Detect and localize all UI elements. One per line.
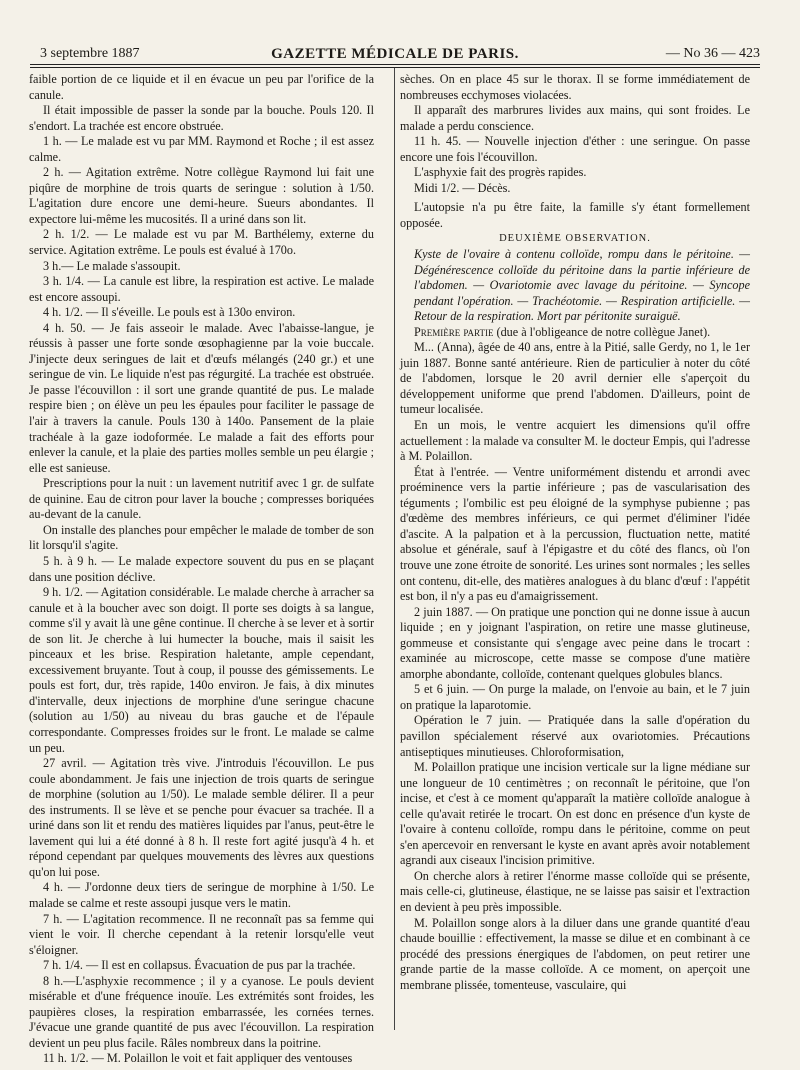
paragraph: 7 h. — L'agitation recommence. Il ne reconnaît pas sa femme qui vient le voir. Il cherche cependant à la retenir lorsqu'elle veut s'éloigner. xyxy=(29,911,374,957)
paragraph: sèches. On en place 45 sur le thorax. Il se forme immédiatement de nombreuses ecchymoses violacées. xyxy=(400,72,750,102)
left-column xyxy=(29,72,374,1067)
paragraph: 11 h. 1/2. — M. Polaillon le voit et fait appliquer des ventouses xyxy=(43,1051,353,1066)
paragraph: 4 h. — J'ordonne deux tiers de seringue de morphine à 1/50. Le malade se calme et reste assoupi jusque vers le matin. xyxy=(29,880,374,910)
running-header xyxy=(30,44,760,64)
paragraph: Midi 1/2. — Décès. xyxy=(414,180,511,195)
header-rule xyxy=(30,64,760,65)
column-divider xyxy=(394,68,395,1030)
paragraph: On cherche alors à retirer l'énorme masse colloïde qui se présente, mais celle-ci, glutineuse, élastique, ne se laisse pas saisir et l'extraction en devient à peu près impossible. xyxy=(400,868,750,914)
part-text: (due à l'obligeance de notre collègue Janet). xyxy=(493,324,711,339)
journal-title: GAZETTE MÉDICALE DE PARIS. xyxy=(271,46,519,62)
paragraph: Il apparaît des marbrures livides aux mains, qui sont froides. Le malade a perdu conscience. xyxy=(400,103,750,133)
paragraph: M... (Anna), âgée de 40 ans, entre à la Pitié, salle Gerdy, no 1, le 1er juin 1887. Bonne santé antérieure. Rien de particulier à noter du côté de l'abdomen, lorsque le 20 avril dernier elle s'aperçoit du développement uniforme que prend l'abdomen. D'ailleurs, point de tumeur localisée. xyxy=(400,340,750,417)
paragraph: Prescriptions pour la nuit : un lavement nutritif avec 1 gr. de sulfate de quinine. Eau de citron pour laver la bouche ; compresses boriquées au-devant de la canule. xyxy=(29,476,374,522)
paragraph: 3 h.— Le malade s'assoupit. xyxy=(43,258,181,273)
paragraph: Il était impossible de passer la sonde par la bouche. Pouls 120. Il s'endort. La trachée est encore obstruée. xyxy=(29,103,374,133)
part-paragraph xyxy=(400,325,750,341)
section-heading: DEUXIÈME OBSERVATION. xyxy=(499,233,651,245)
paragraph: 2 h. — Agitation extrême. Notre collègue Raymond lui fait une piqûre de morphine de trois quarts de seringue : solution à 1/50. L'agitation dure encore une demi-heure. Sueurs abondantes. Il expectore lui-même les mucosités. Il a uriné dans son lit. xyxy=(29,165,374,226)
paragraph: 2 h. 1/2. — Le malade est vu par M. Barthélemy, externe du service. Agitation extrême. Le pouls est évalué à 170o. xyxy=(29,227,374,258)
paragraph: 4 h. 50. — Je fais asseoir le malade. Avec l'abaisse-langue, je réussis à passer une forte sonde œsophagienne par la voie buccale. J'injecte deux seringues de lait et d'œufs mélangés (240 gr.) et une seringue de vin. Le liquide n'est pas régurgité. La trachée est obstruée. Je passe l'écouvillon : il sort une grande quantité de pus. Le malade respire bien ; on élève un peu les épaules pour faciliter le passage de l'air à travers la canule. Pouls 130 à 140o. Pansement de la plaie trachéale à la gaze iodoformée. Le malade a fait des efforts pour enlever la canule, et la plaie des parties molles semble un peu élargie ; elle est sanieuse. xyxy=(29,320,374,475)
paragraph: État à l'entrée. — Ventre uniformément distendu et arrondi avec proéminence vers la partie inférieure ; pas de vascularisation des téguments ; l'ombilic est peu éloigné de la symphyse pubienne ; pas d'œdème des membres inférieurs, ce qui permet d'éliminer l'idée d'ascite. A la palpation et à la percussion, fluctuation nette, matité absolue et générale, sauf à l'épigastre et du côté des flancs, où l'on trouve une zone étroite de sonorité. Les urines sont normales ; les selles ont contenu, dit-elle, des matières analogues à du blanc d'œuf : l'appétit est bon, il n'y a pas eu d'amaigrissement. xyxy=(400,464,750,604)
paragraph: M. Polaillon songe alors à la diluer dans une grande quantité d'eau chaude bouillie : effectivement, la masse se dilue et en combinant à ce procédé des pressions énergiques de l'abdomen, on peut retirer une grande partie de la masse colloïde. A ce moment, on aperçoit une membrane plissée, tomenteuse, vasculaire, qui xyxy=(400,915,750,992)
part-label: Première partie xyxy=(414,324,494,339)
paragraph: 9 h. 1/2. — Agitation considérable. Le malade cherche à arracher sa canule et à la boucher avec son doigt. Il porte ses doigts à sa langue, comme s'il y avait là une gêne continue. Il cherche à se lever et à sortir de son lit. Je cherche à lui humecter la bouche, mais il saisit les pinceaux et les brise. Respiration haletante, ample cependant, excessivement bruyante. Tout à coup, il pousse des gémissements. Le pouls est fort, dur, très rapide, 140o environ. Je fais, à dix minutes d'intervalle, deux injections de morphine d'une seringue chacune (solution au 1/50) au niveau du bras gauche et de l'épaule correspondante. Compresses froides sur le front. Le malade se calme un peu. xyxy=(29,585,374,755)
paragraph: En un mois, le ventre acquiert les dimensions qu'il offre actuellement : la malade va consulter M. le docteur Empis, qui l'adresse à M. Polaillon. xyxy=(400,418,750,464)
paragraph: faible portion de ce liquide et il en évacue un peu par l'orifice de la canule. xyxy=(29,72,374,102)
paragraph: L'asphyxie fait des progrès rapides. xyxy=(414,165,587,180)
paragraph: Opération le 7 juin. — Pratiquée dans la salle d'opération du pavillon spécialement réservé aux ovariotomies. Précautions antiseptiques minutieuses. Chloroformisation, xyxy=(400,713,750,759)
page-number: — No 36 — 423 xyxy=(665,46,760,61)
paragraph: On installe des planches pour empêcher le malade de tomber de son lit lorsqu'il s'agite. xyxy=(29,522,374,553)
paragraph: 7 h. 1/4. — Il est en collapsus. Évacuation de pus par la trachée. xyxy=(43,958,356,973)
header-rule-2 xyxy=(30,67,760,68)
paragraph: 8 h.—L'asphyxie recommence ; il y a cyanose. Le pouls devient misérable et d'une fréquence inouïe. Les extrémités sont froides, les paupières closes, la respiration embarrassée, les cornées ternes. J'évacue une grande quantité de pus avec l'écouvillon. La respiration devient un peu plus facile. Râles nombreux dans la poitrine. xyxy=(29,973,374,1050)
header-date: 3 septembre 1887 xyxy=(40,46,140,61)
paragraph: M. Polaillon pratique une incision verticale sur la ligne médiane sur une longueur de 10 centimètres ; on reconnaît le péritoine, que l'on incise, et c'est à ce moment qu'apparaît la matière colloïde analogue à celle qu'avait retirée le trocart. On est donc en présence d'un kyste de l'ovaire à contenu colloïde, rompu dans le péritoine, comme on peut s'en apercevoir en renversant le kyste en avant après avoir notablement agrandi aux ciseaux l'incision primitive. xyxy=(400,760,750,868)
case-title: Kyste de l'ovaire à contenu colloïde, rompu dans le péritoine. — Dégénérescence colloïde du péritoine dans la partie inférieure de l'abdomen. — Ovariotomie avec lavage du péritoine. — Syncope pendant l'opération. — Trachéotomie. — Respiration artificielle. — Retour de la respiration. Mort par péritonite suraiguë. xyxy=(414,247,750,324)
paragraph: 11 h. 45. — Nouvelle injection d'éther : une seringue. On passe encore une fois l'écouvillon. xyxy=(400,134,750,164)
paragraph: 3 h. 1/4. — La canule est libre, la respiration est active. Le malade est encore assoupi. xyxy=(29,274,374,304)
paragraph: 5 et 6 juin. — On purge la malade, on l'envoie au bain, et le 7 juin on pratique la laparotomie. xyxy=(400,682,750,712)
paragraph: 1 h. — Le malade est vu par MM. Raymond et Roche ; il est assez calme. xyxy=(29,134,374,164)
right-column xyxy=(400,72,750,993)
paragraph: 5 h. à 9 h. — Le malade expectore souvent du pus en se plaçant dans une position déclive. xyxy=(29,553,374,584)
paragraph: 4 h. 1/2. — Il s'éveille. Le pouls est à 130o environ. xyxy=(43,305,296,320)
paragraph: L'autopsie n'a pu être faite, la famille s'y étant formellement opposée. xyxy=(400,200,750,230)
paragraph: 2 juin 1887. — On pratique une ponction qui ne donne issue à aucun liquide ; en y joignant l'aspiration, on retire une masse glutineuse, gommeuse et consistante qui s'engage avec peine dans le trocart : examinée au microscope, cette masse se compose d'une matière amorphe abondante, colloïde, contenant quelques globules blancs. xyxy=(400,604,750,681)
paragraph: 27 avril. — Agitation très vive. J'introduis l'écouvillon. Le pus coule abondamment. Je fais une injection de trois quarts de seringue de morphine (solution au 1/50). Le malade semble délirer. Il a peur des instruments. Il se lève et se penche pour évacuer sa trachée. Il a uriné dans son lit et rendu des matières liquides par l'anus, peut-être le lavement qui lui a été donné à 8 h. Il reste fort agité jusqu'à 4 h. et répond cependant par quelques mouvements des lèvres aux questions qu'on lui pose. xyxy=(29,756,374,879)
